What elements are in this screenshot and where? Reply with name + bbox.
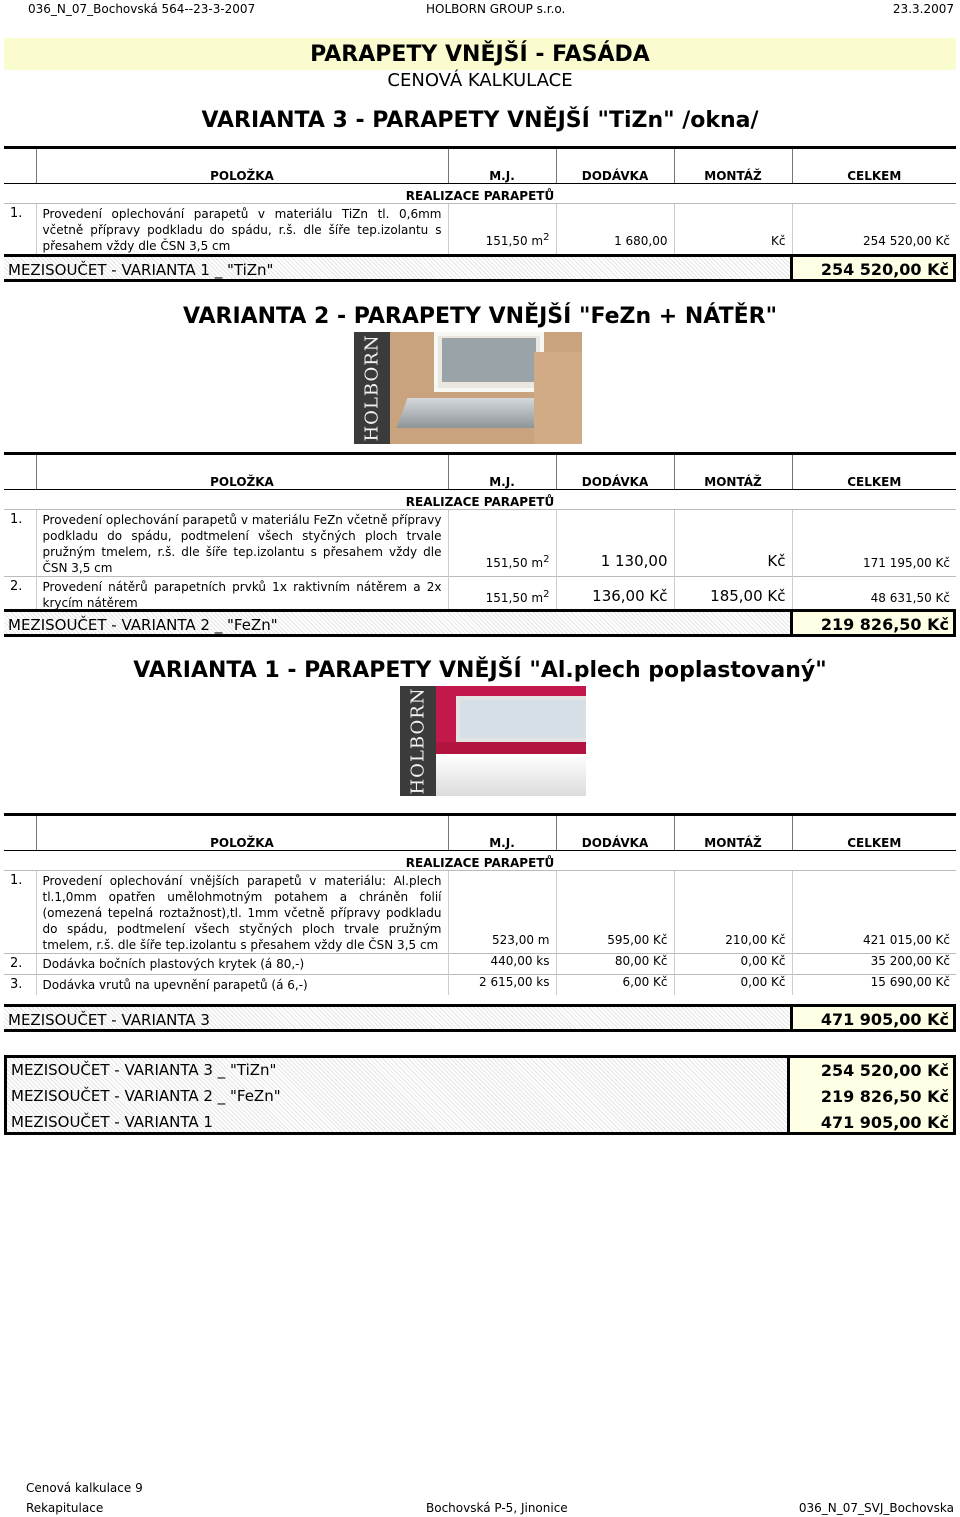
subtotal-value: 471 905,00 Kč: [790, 1004, 956, 1032]
variant-2-subtotal-row: [4, 609, 956, 637]
footer-sheet-name: Rekapitulace: [26, 1501, 104, 1515]
section-label: REALIZACE PARAPETŮ: [405, 495, 555, 509]
section-label: REALIZACE PARAPETŮ: [405, 856, 555, 870]
item-dodavka: 6,00 Kč: [556, 975, 674, 996]
summary-value: 219 826,50 Kč: [820, 1087, 949, 1106]
page-subtitle: CENOVÁ KALKULACE: [387, 70, 573, 91]
summary-table: [4, 1055, 956, 1135]
summary-value: 254 520,00 Kč: [820, 1061, 949, 1080]
col-polozka: POLOŽKA: [36, 815, 448, 851]
item-desc: Provedení oplechování parapetů v materiálu FeZn včetně přípravy podkladu do spádu, podtmelení všech styčných ploch trvale pružným tmelem, r.š. dle šíře tep.izolantu s přesahem vždy dle ČSN 3,5 cm: [36, 510, 448, 577]
item-celkem: 35 200,00 Kč: [792, 954, 956, 975]
col-celkem: CELKEM: [792, 815, 956, 851]
col-montaz: MONTÁŽ: [674, 148, 792, 184]
column-header-row: [4, 454, 956, 490]
col-celkem: CELKEM: [792, 148, 956, 184]
col-celkem: CELKEM: [792, 454, 956, 490]
table-row: [4, 871, 956, 954]
table-row: [4, 577, 956, 612]
col-mj: M.J.: [448, 148, 556, 184]
col-dodavka: DODÁVKA: [556, 148, 674, 184]
table-row: [4, 510, 956, 577]
variant-3-subtotal-row: [4, 254, 956, 282]
summary-values: [787, 1058, 953, 1132]
item-no: 2.: [4, 954, 36, 975]
sill-photo-al: [400, 686, 586, 796]
item-montaz: Kč: [674, 510, 792, 577]
summary-label: MEZISOUČET - VARIANTA 1: [11, 1113, 213, 1131]
col-no: [4, 454, 36, 490]
item-qty: 151,50 $m^2$: [448, 577, 556, 612]
variant-2-table: [4, 452, 956, 611]
table-row: [4, 954, 956, 975]
col-dodavka: DODÁVKA: [556, 454, 674, 490]
doc-id-header: 036_N_07_Bochovská 564--23-3-2007: [28, 2, 256, 16]
subtotal-label: MEZISOUČET - VARIANTA 2 _ "FeZn": [8, 616, 278, 634]
item-desc: Provedení oplechování parapetů v materiálu TiZn tl. 0,6mm včetně přípravy podkladu do spádu, r.š. dle šíře tep.izolantu s přesahem vždy dle ČSN 3,5 cm: [36, 204, 448, 255]
footer-file-id: 036_N_07_SVJ_Bochovska: [798, 1501, 954, 1515]
variant-2-heading: VARIANTA 2 - PARAPETY VNĚJŠÍ "FeZn + NÁTĚR": [182, 304, 778, 329]
subtotal-label: MEZISOUČET - VARIANTA 1 _ "TiZn": [8, 261, 274, 279]
item-qty: 151,50 $m^2$: [448, 204, 556, 255]
column-header-row: [4, 815, 956, 851]
item-celkem: 15 690,00 Kč: [792, 975, 956, 996]
item-dodavka: 136,00 Kč: [556, 577, 674, 612]
item-qty: 2 615,00 ks: [448, 975, 556, 996]
subtotal-value: 219 826,50 Kč: [790, 609, 956, 637]
variant-1-heading: VARIANTA 1 - PARAPETY VNĚJŠÍ "Al.plech poplastovaný": [133, 658, 827, 683]
holborn-logo: HOLBORN: [354, 332, 390, 444]
item-no: 2.: [4, 577, 36, 612]
item-montaz: Kč: [674, 204, 792, 255]
item-dodavka: 80,00 Kč: [556, 954, 674, 975]
summary-value: 471 905,00 Kč: [820, 1113, 949, 1132]
item-montaz: 210,00 Kč: [674, 871, 792, 954]
item-no: 1.: [4, 204, 36, 255]
col-montaz: MONTÁŽ: [674, 815, 792, 851]
item-no: 1.: [4, 871, 36, 954]
col-montaz: MONTÁŽ: [674, 454, 792, 490]
item-no: 1.: [4, 510, 36, 577]
item-dodavka: 1 130,00: [556, 510, 674, 577]
subtotal-label: MEZISOUČET - VARIANTA 3: [8, 1011, 210, 1029]
item-celkem: 421 015,00 Kč: [792, 871, 956, 954]
section-label: REALIZACE PARAPETŮ: [405, 189, 555, 203]
col-mj: M.J.: [448, 815, 556, 851]
variant-1-subtotal-row: [4, 1004, 956, 1032]
company-header: HOLBORN GROUP s.r.o.: [426, 2, 566, 16]
date-header: 23.3.2007: [892, 2, 954, 16]
item-dodavka: 1 680,00: [556, 204, 674, 255]
table-row: [4, 204, 956, 255]
footer-address: Bochovská P-5, Jinonice: [426, 1501, 568, 1515]
variant-3-heading: VARIANTA 3 - PARAPETY VNĚJŠÍ "TiZn" /okna/: [201, 108, 759, 133]
item-celkem: 48 631,50 Kč: [792, 577, 956, 612]
col-no: [4, 815, 36, 851]
variant-3-table: [4, 146, 956, 254]
item-desc: Provedení nátěrů parapetních prvků 1x raktivním nátěrem a 2x krycím nátěrem: [36, 577, 448, 612]
item-montaz: 0,00 Kč: [674, 975, 792, 996]
item-desc: Dodávka bočních plastových krytek (á 80,-): [36, 954, 448, 975]
item-qty: 151,50 $m^2$: [448, 510, 556, 577]
item-no: 3.: [4, 975, 36, 996]
table-row: [4, 975, 956, 996]
item-celkem: 171 195,00 Kč: [792, 510, 956, 577]
item-celkem: 254 520,00 Kč: [792, 204, 956, 255]
col-polozka: POLOŽKA: [36, 148, 448, 184]
summary-label: MEZISOUČET - VARIANTA 3 _ "TiZn": [11, 1061, 277, 1079]
variant-1-table: [4, 813, 956, 995]
item-montaz: 185,00 Kč: [674, 577, 792, 612]
page-title: PARAPETY VNĚJŠÍ - FASÁDA: [310, 42, 650, 67]
item-qty: 523,00 m: [448, 871, 556, 954]
item-montaz: 0,00 Kč: [674, 954, 792, 975]
col-mj: M.J.: [448, 454, 556, 490]
col-dodavka: DODÁVKA: [556, 815, 674, 851]
item-qty: 440,00 ks: [448, 954, 556, 975]
footer-doc-title: Cenová kalkulace 9: [26, 1481, 143, 1495]
subtotal-value: 254 520,00 Kč: [790, 254, 956, 282]
holborn-logo: HOLBORN: [400, 686, 436, 796]
col-polozka: POLOŽKA: [36, 454, 448, 490]
item-desc: Dodávka vrutů na upevnění parapetů (á 6,-): [36, 975, 448, 996]
item-dodavka: 595,00 Kč: [556, 871, 674, 954]
item-desc: Provedení oplechování vnějších parapetů v materiálu: Al.plech tl.1,0mm opatřen umělohmotným potahem a chráněn folií (omezená tepelná roztažnost),tl. 1mm včetně přípravy podkladu do spádu, podtmelení všech styčných ploch trvale pružným tmelem, r.š. dle šíře tep.izolantu s přesahem vždy dle ČSN 3,5 cm: [36, 871, 448, 954]
column-header-row: [4, 148, 956, 184]
summary-label: MEZISOUČET - VARIANTA 2 _ "FeZn": [11, 1087, 281, 1105]
sill-photo-fezn: [354, 332, 582, 444]
col-no: [4, 148, 36, 184]
